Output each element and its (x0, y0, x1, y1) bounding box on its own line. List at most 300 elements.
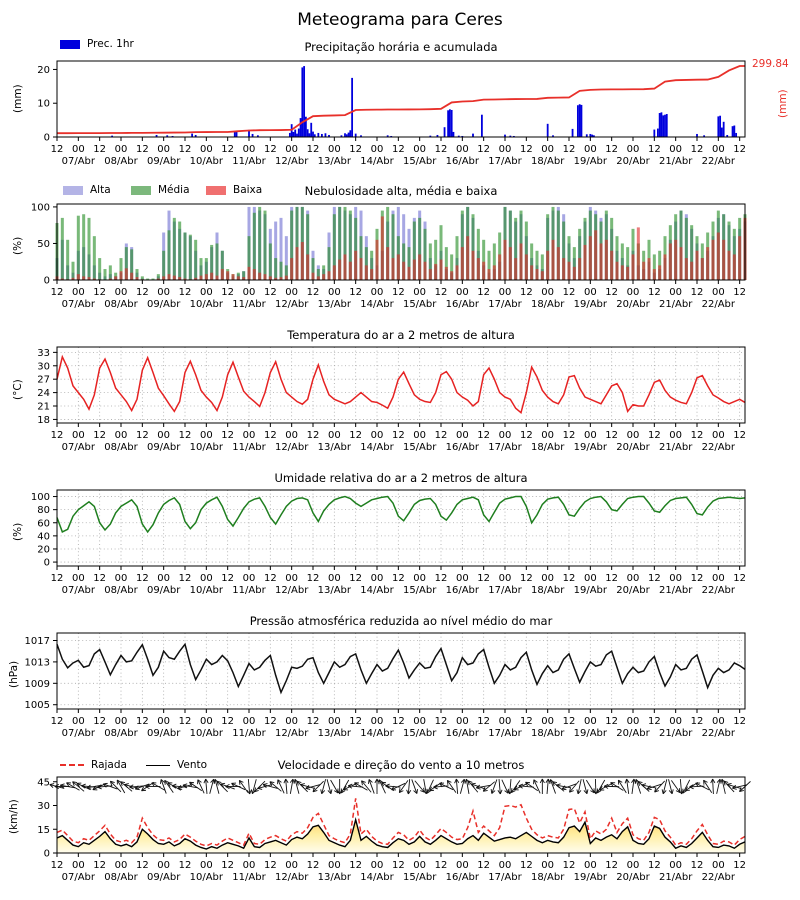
svg-text:12: 12 (477, 287, 491, 298)
svg-text:08/Abr: 08/Abr (104, 872, 138, 883)
svg-text:12: 12 (733, 287, 747, 298)
svg-text:12: 12 (434, 430, 448, 441)
svg-text:12: 12 (562, 287, 576, 298)
svg-text:00: 00 (498, 287, 512, 298)
svg-text:12: 12 (221, 860, 235, 871)
right-ylabel-precipitation: (mm) (777, 89, 789, 118)
svg-text:12: 12 (306, 716, 320, 727)
svg-text:00: 00 (114, 716, 128, 727)
panel-title-temperature: Temperatura do ar a 2 metros de altura (287, 328, 515, 342)
svg-text:12: 12 (50, 573, 64, 584)
svg-text:16/Abr: 16/Abr (445, 585, 480, 596)
svg-text:12: 12 (434, 144, 448, 155)
svg-text:08/Abr: 08/Abr (104, 156, 138, 167)
svg-text:12: 12 (306, 573, 320, 584)
svg-text:12: 12 (434, 716, 448, 727)
svg-text:00: 00 (498, 144, 512, 155)
svg-text:12/Abr: 12/Abr (274, 442, 309, 453)
svg-text:12: 12 (391, 430, 405, 441)
svg-text:00: 00 (327, 430, 341, 441)
svg-text:00: 00 (157, 860, 171, 871)
svg-text:12: 12 (434, 860, 448, 871)
svg-text:00: 00 (370, 144, 384, 155)
svg-text:21/Abr: 21/Abr (658, 585, 693, 596)
svg-text:24: 24 (37, 388, 50, 400)
svg-text:16/Abr: 16/Abr (445, 872, 480, 883)
svg-text:00: 00 (669, 716, 683, 727)
panel-title-humidity: Umidade relativa do ar a 2 metros de altura (274, 471, 528, 485)
svg-text:00: 00 (455, 573, 469, 584)
svg-text:12: 12 (562, 144, 576, 155)
svg-text:12: 12 (519, 573, 533, 584)
svg-text:11/Abr: 11/Abr (232, 872, 266, 883)
svg-text:12/Abr: 12/Abr (274, 299, 309, 310)
svg-text:07/Abr: 07/Abr (61, 156, 96, 167)
svg-text:00: 00 (285, 860, 299, 871)
svg-text:12: 12 (647, 573, 661, 584)
svg-text:00: 00 (626, 573, 640, 584)
svg-text:00: 00 (114, 287, 128, 298)
svg-text:0: 0 (43, 275, 50, 287)
svg-text:12: 12 (178, 716, 192, 727)
svg-text:10/Abr: 10/Abr (189, 156, 224, 167)
svg-text:22/Abr: 22/Abr (701, 585, 736, 596)
svg-text:12: 12 (562, 716, 576, 727)
svg-text:00: 00 (199, 287, 213, 298)
panel-title-wind: Velocidade e direção do vento a 10 metros (277, 758, 525, 772)
svg-text:40: 40 (37, 531, 50, 543)
svg-text:00: 00 (498, 573, 512, 584)
svg-text:12: 12 (349, 144, 363, 155)
svg-text:00: 00 (711, 860, 725, 871)
svg-text:00: 00 (669, 144, 683, 155)
svg-text:12: 12 (519, 144, 533, 155)
svg-text:15: 15 (37, 824, 50, 836)
svg-text:12: 12 (178, 573, 192, 584)
svg-text:12: 12 (477, 860, 491, 871)
svg-text:12: 12 (519, 430, 533, 441)
svg-text:09/Abr: 09/Abr (146, 442, 181, 453)
svg-text:00: 00 (285, 716, 299, 727)
svg-text:18/Abr: 18/Abr (530, 728, 565, 739)
svg-text:12: 12 (50, 287, 64, 298)
svg-text:18/Abr: 18/Abr (530, 585, 565, 596)
svg-text:21/Abr: 21/Abr (658, 728, 693, 739)
svg-text:00: 00 (626, 716, 640, 727)
panel-precipitation (37, 61, 746, 167)
svg-text:00: 00 (583, 860, 597, 871)
svg-text:18/Abr: 18/Abr (530, 442, 565, 453)
svg-text:00: 00 (455, 287, 469, 298)
svg-text:12: 12 (349, 573, 363, 584)
panel-title-cloudiness: Nebulosidade alta, média e baixa (304, 184, 498, 198)
svg-text:00: 00 (370, 287, 384, 298)
svg-text:08/Abr: 08/Abr (104, 442, 138, 453)
svg-text:12: 12 (50, 716, 64, 727)
svg-text:00: 00 (71, 716, 85, 727)
svg-text:12: 12 (733, 716, 747, 727)
svg-text:00: 00 (583, 287, 597, 298)
svg-text:12: 12 (477, 144, 491, 155)
svg-text:12: 12 (391, 573, 405, 584)
ylabel-wind: (km/h) (8, 799, 20, 834)
svg-text:12: 12 (733, 860, 747, 871)
svg-text:12: 12 (647, 287, 661, 298)
svg-text:18/Abr: 18/Abr (530, 299, 565, 310)
svg-text:00: 00 (498, 860, 512, 871)
svg-text:0: 0 (43, 848, 50, 860)
svg-text:00: 00 (541, 860, 555, 871)
svg-text:07/Abr: 07/Abr (61, 872, 96, 883)
svg-text:15/Abr: 15/Abr (402, 728, 437, 739)
svg-text:50: 50 (37, 238, 50, 250)
svg-text:00: 00 (413, 573, 427, 584)
svg-text:80: 80 (37, 505, 50, 517)
svg-text:12: 12 (647, 860, 661, 871)
svg-text:00: 00 (370, 430, 384, 441)
svg-text:60: 60 (37, 518, 50, 530)
svg-text:00: 00 (413, 860, 427, 871)
svg-text:21/Abr: 21/Abr (658, 299, 693, 310)
svg-text:00: 00 (413, 716, 427, 727)
svg-text:00: 00 (413, 430, 427, 441)
svg-text:00: 00 (626, 430, 640, 441)
svg-text:22/Abr: 22/Abr (701, 442, 736, 453)
rajada-legend-label: Rajada (91, 759, 127, 771)
svg-text:19/Abr: 19/Abr (573, 299, 608, 310)
svg-text:13/Abr: 13/Abr (317, 442, 352, 453)
svg-text:12: 12 (135, 287, 149, 298)
svg-text:00: 00 (199, 430, 213, 441)
svg-text:1005: 1005 (24, 700, 50, 712)
svg-text:11/Abr: 11/Abr (232, 728, 266, 739)
svg-text:12: 12 (349, 430, 363, 441)
svg-text:12/Abr: 12/Abr (274, 872, 309, 883)
svg-text:00: 00 (199, 144, 213, 155)
svg-text:12: 12 (263, 573, 277, 584)
svg-text:12: 12 (263, 144, 277, 155)
ylabel-pressure: (hPa) (8, 660, 20, 688)
svg-text:00: 00 (199, 573, 213, 584)
svg-text:00: 00 (285, 573, 299, 584)
svg-text:00: 00 (327, 573, 341, 584)
svg-text:16/Abr: 16/Abr (445, 156, 480, 167)
svg-text:00: 00 (242, 144, 256, 155)
svg-text:17/Abr: 17/Abr (488, 585, 522, 596)
svg-text:12: 12 (605, 716, 619, 727)
ylabel-humidity: (%) (12, 522, 24, 541)
svg-text:00: 00 (498, 716, 512, 727)
svg-text:00: 00 (242, 430, 256, 441)
svg-text:12: 12 (434, 287, 448, 298)
svg-text:12: 12 (50, 430, 64, 441)
svg-text:00: 00 (199, 716, 213, 727)
svg-text:14/Abr: 14/Abr (360, 728, 394, 739)
svg-text:33: 33 (37, 347, 50, 359)
svg-text:12: 12 (221, 144, 235, 155)
svg-text:00: 00 (199, 860, 213, 871)
svg-text:10/Abr: 10/Abr (189, 872, 224, 883)
svg-text:12: 12 (605, 430, 619, 441)
svg-text:00: 00 (541, 430, 555, 441)
svg-text:22/Abr: 22/Abr (701, 728, 736, 739)
svg-text:12: 12 (93, 287, 107, 298)
svg-text:00: 00 (71, 287, 85, 298)
svg-text:13/Abr: 13/Abr (317, 585, 352, 596)
svg-text:00: 00 (114, 573, 128, 584)
svg-text:12: 12 (306, 430, 320, 441)
svg-text:14/Abr: 14/Abr (360, 585, 394, 596)
svg-text:12: 12 (93, 144, 107, 155)
svg-text:12: 12 (434, 573, 448, 584)
svg-text:12: 12 (93, 573, 107, 584)
svg-text:12: 12 (690, 716, 704, 727)
svg-text:00: 00 (242, 287, 256, 298)
svg-text:12: 12 (519, 287, 533, 298)
svg-text:22/Abr: 22/Abr (701, 156, 736, 167)
svg-text:00: 00 (370, 716, 384, 727)
svg-text:00: 00 (71, 860, 85, 871)
svg-text:00: 00 (626, 144, 640, 155)
svg-text:16/Abr: 16/Abr (445, 442, 480, 453)
svg-text:11/Abr: 11/Abr (232, 299, 266, 310)
svg-text:09/Abr: 09/Abr (146, 585, 181, 596)
svg-text:00: 00 (455, 144, 469, 155)
svg-text:12: 12 (178, 430, 192, 441)
svg-text:12: 12 (391, 716, 405, 727)
svg-text:00: 00 (370, 860, 384, 871)
svg-text:07/Abr: 07/Abr (61, 442, 96, 453)
svg-text:1009: 1009 (24, 678, 50, 690)
svg-text:12: 12 (178, 287, 192, 298)
accumulated-total-label: 299.84 (752, 58, 789, 70)
svg-text:17/Abr: 17/Abr (488, 156, 522, 167)
svg-text:00: 00 (711, 573, 725, 584)
svg-text:21: 21 (37, 401, 50, 413)
svg-text:00: 00 (285, 144, 299, 155)
svg-text:12: 12 (178, 144, 192, 155)
svg-text:0: 0 (43, 132, 50, 144)
vento-legend-label: Vento (177, 759, 208, 771)
svg-text:12: 12 (562, 430, 576, 441)
svg-text:18/Abr: 18/Abr (530, 156, 565, 167)
svg-text:00: 00 (114, 144, 128, 155)
svg-text:22/Abr: 22/Abr (701, 299, 736, 310)
panel-cloudiness (31, 202, 747, 310)
svg-text:12: 12 (562, 573, 576, 584)
svg-text:00: 00 (285, 430, 299, 441)
svg-text:12: 12 (135, 716, 149, 727)
svg-text:00: 00 (455, 716, 469, 727)
svg-text:17/Abr: 17/Abr (488, 299, 522, 310)
svg-text:11/Abr: 11/Abr (232, 442, 266, 453)
svg-text:00: 00 (626, 860, 640, 871)
svg-text:19/Abr: 19/Abr (573, 156, 608, 167)
svg-text:1017: 1017 (24, 635, 50, 647)
svg-text:12: 12 (733, 573, 747, 584)
svg-text:12: 12 (306, 144, 320, 155)
svg-text:12: 12 (519, 860, 533, 871)
svg-text:12: 12 (690, 287, 704, 298)
svg-text:12: 12 (477, 430, 491, 441)
svg-text:12: 12 (562, 860, 576, 871)
svg-text:00: 00 (71, 573, 85, 584)
svg-text:12: 12 (178, 860, 192, 871)
svg-text:20/Abr: 20/Abr (616, 442, 650, 453)
svg-text:07/Abr: 07/Abr (61, 728, 96, 739)
svg-text:17/Abr: 17/Abr (488, 442, 522, 453)
svg-text:00: 00 (669, 573, 683, 584)
alta-legend-label: Alta (90, 184, 111, 196)
svg-text:00: 00 (541, 716, 555, 727)
svg-text:12: 12 (306, 287, 320, 298)
svg-text:13/Abr: 13/Abr (317, 872, 352, 883)
svg-text:15/Abr: 15/Abr (402, 156, 437, 167)
svg-text:22/Abr: 22/Abr (701, 872, 736, 883)
panel-wind (37, 777, 750, 883)
svg-text:17/Abr: 17/Abr (488, 872, 522, 883)
svg-text:00: 00 (583, 144, 597, 155)
svg-text:12: 12 (605, 573, 619, 584)
svg-text:13/Abr: 13/Abr (317, 156, 352, 167)
svg-text:10: 10 (37, 98, 50, 110)
svg-text:00: 00 (498, 430, 512, 441)
svg-text:12: 12 (306, 860, 320, 871)
svg-text:12: 12 (391, 860, 405, 871)
svg-text:20: 20 (37, 544, 50, 556)
svg-text:19/Abr: 19/Abr (573, 585, 608, 596)
svg-text:07/Abr: 07/Abr (61, 585, 96, 596)
panel-temperature (37, 347, 746, 453)
svg-text:11/Abr: 11/Abr (232, 585, 266, 596)
svg-text:00: 00 (413, 287, 427, 298)
media-legend-label: Média (158, 184, 190, 196)
svg-text:00: 00 (285, 287, 299, 298)
svg-text:21/Abr: 21/Abr (658, 442, 693, 453)
svg-text:12: 12 (135, 144, 149, 155)
svg-text:09/Abr: 09/Abr (146, 728, 181, 739)
svg-text:12: 12 (391, 144, 405, 155)
panel-title-pressure: Pressão atmosférica reduzida ao nível médio do mar (249, 614, 553, 628)
svg-text:12: 12 (477, 573, 491, 584)
svg-text:00: 00 (583, 716, 597, 727)
svg-text:12: 12 (647, 430, 661, 441)
svg-text:00: 00 (370, 573, 384, 584)
svg-text:00: 00 (157, 144, 171, 155)
svg-text:20/Abr: 20/Abr (616, 728, 650, 739)
svg-text:10/Abr: 10/Abr (189, 442, 224, 453)
svg-text:20/Abr: 20/Abr (616, 156, 650, 167)
baixa-legend-label: Baixa (233, 184, 263, 196)
panel-title-precipitation: Precipitação horária e acumulada (304, 40, 498, 54)
svg-text:00: 00 (242, 573, 256, 584)
svg-text:30: 30 (37, 801, 50, 812)
svg-text:14/Abr: 14/Abr (360, 299, 394, 310)
svg-text:00: 00 (157, 716, 171, 727)
svg-text:20: 20 (37, 64, 50, 76)
svg-text:00: 00 (669, 860, 683, 871)
svg-text:12: 12 (221, 430, 235, 441)
svg-text:00: 00 (242, 716, 256, 727)
svg-text:00: 00 (114, 430, 128, 441)
svg-text:12: 12 (690, 144, 704, 155)
svg-text:12: 12 (349, 287, 363, 298)
svg-text:15/Abr: 15/Abr (402, 442, 437, 453)
svg-text:12: 12 (263, 860, 277, 871)
svg-text:08/Abr: 08/Abr (104, 299, 138, 310)
svg-text:12: 12 (221, 716, 235, 727)
svg-text:15/Abr: 15/Abr (402, 585, 437, 596)
svg-text:12: 12 (93, 716, 107, 727)
svg-text:08/Abr: 08/Abr (104, 728, 138, 739)
svg-text:10/Abr: 10/Abr (189, 585, 224, 596)
svg-text:08/Abr: 08/Abr (104, 585, 138, 596)
svg-text:09/Abr: 09/Abr (146, 156, 181, 167)
svg-text:19/Abr: 19/Abr (573, 728, 608, 739)
svg-text:09/Abr: 09/Abr (146, 872, 181, 883)
svg-text:12: 12 (263, 430, 277, 441)
svg-text:12: 12 (733, 430, 747, 441)
svg-text:00: 00 (455, 860, 469, 871)
svg-text:12: 12 (690, 860, 704, 871)
svg-text:00: 00 (626, 287, 640, 298)
ylabel-cloudiness: (%) (12, 236, 24, 255)
svg-text:19/Abr: 19/Abr (573, 872, 608, 883)
page-title: Meteograma para Ceres (297, 10, 503, 30)
svg-text:00: 00 (157, 573, 171, 584)
svg-text:00: 00 (71, 144, 85, 155)
svg-text:12: 12 (221, 287, 235, 298)
svg-text:12: 12 (349, 716, 363, 727)
svg-text:00: 00 (669, 287, 683, 298)
svg-text:00: 00 (583, 573, 597, 584)
svg-text:12: 12 (263, 716, 277, 727)
svg-text:0: 0 (43, 557, 50, 569)
svg-text:00: 00 (711, 716, 725, 727)
svg-text:12: 12 (135, 860, 149, 871)
svg-text:12: 12 (135, 573, 149, 584)
svg-text:10/Abr: 10/Abr (189, 299, 224, 310)
svg-text:12: 12 (690, 430, 704, 441)
svg-text:100: 100 (30, 202, 50, 214)
svg-text:12: 12 (391, 287, 405, 298)
svg-text:12: 12 (605, 860, 619, 871)
svg-text:45: 45 (37, 777, 50, 789)
svg-text:14/Abr: 14/Abr (360, 872, 394, 883)
svg-text:12/Abr: 12/Abr (274, 156, 309, 167)
svg-text:15/Abr: 15/Abr (402, 872, 437, 883)
svg-text:12: 12 (605, 144, 619, 155)
svg-text:12: 12 (647, 144, 661, 155)
svg-text:12: 12 (605, 287, 619, 298)
svg-text:14/Abr: 14/Abr (360, 442, 394, 453)
svg-text:12: 12 (50, 144, 64, 155)
svg-text:11/Abr: 11/Abr (232, 156, 266, 167)
svg-text:17/Abr: 17/Abr (488, 728, 522, 739)
svg-text:00: 00 (327, 860, 341, 871)
svg-text:00: 00 (157, 287, 171, 298)
svg-text:12/Abr: 12/Abr (274, 585, 309, 596)
svg-text:00: 00 (541, 573, 555, 584)
svg-text:00: 00 (711, 144, 725, 155)
svg-text:13/Abr: 13/Abr (317, 299, 352, 310)
svg-text:00: 00 (327, 287, 341, 298)
svg-text:10/Abr: 10/Abr (189, 728, 224, 739)
svg-text:30: 30 (37, 361, 50, 373)
ylabel-temperature: (°C) (12, 379, 24, 400)
svg-text:09/Abr: 09/Abr (146, 299, 181, 310)
svg-text:20/Abr: 20/Abr (616, 872, 650, 883)
